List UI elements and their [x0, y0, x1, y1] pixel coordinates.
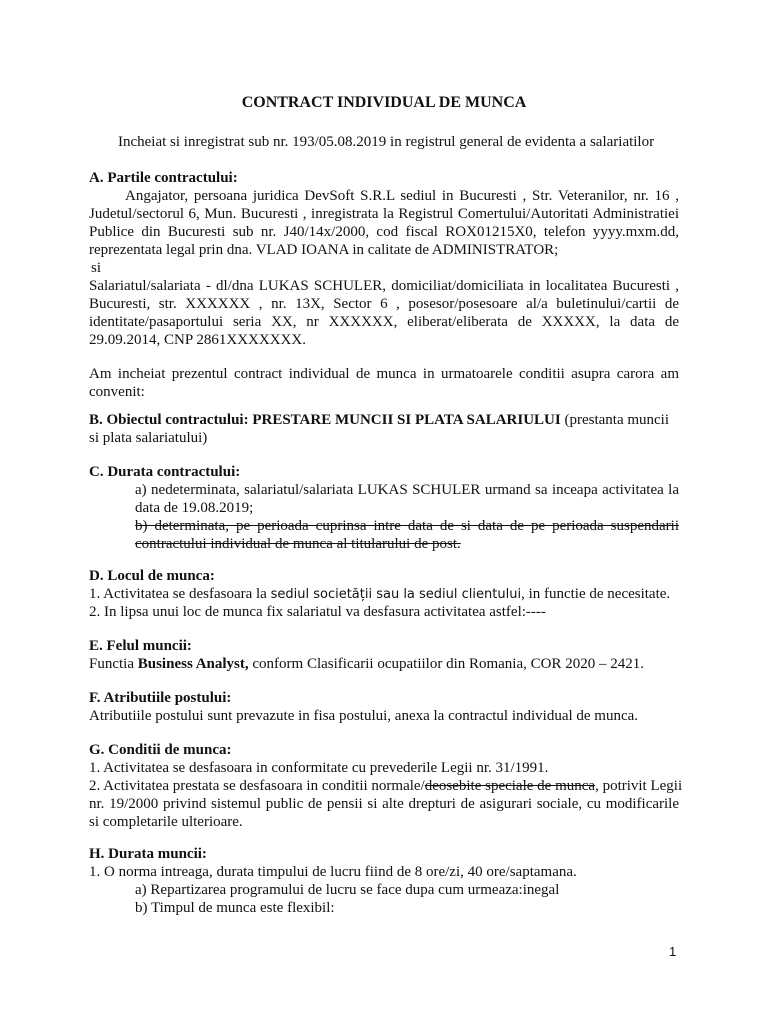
agreement-line: convenit: — [89, 384, 145, 400]
employee-line: Bucuresti, str. XXXXXX , nr. 13X, Sector 6 , posesor/posesoare al/a buletinului/cartii de — [89, 296, 679, 312]
work-hours-item-b: b) Timpul de munca este flexibil: — [135, 900, 335, 916]
duration-item-a-cont: data de 19.08.2019; — [135, 500, 254, 516]
conditions-line-2 — [89, 777, 682, 795]
section-d-heading: D. Locul de munca: — [89, 568, 215, 584]
agreement-line: Am incheiat prezentul contract individual de munca in urmatoarele conditii asupra carora am — [89, 366, 679, 382]
workplace-line-1 — [89, 585, 670, 604]
section-b-note: (prestanta muncii — [564, 412, 670, 428]
job-role: Business Analyst, — [137, 656, 249, 672]
section-b-line — [89, 411, 669, 429]
duties-text: Atributiile postului sunt prevazute in fisa postului, anexa la contractul individual de munca. — [89, 708, 639, 724]
document-title: CONTRACT INDIVIDUAL DE MUNCA — [241, 94, 527, 111]
work-hours-item-a: a) Repartizarea programului de lucru se face dupa cum urmeaza:inegal — [135, 882, 560, 898]
section-g-heading: G. Conditii de munca: — [89, 742, 232, 758]
employer-line: Publice din Bucuresti sub nr. J40/14x/2000, cod fiscal ROX01215X0, telefon yyyy.mxm.dd, — [89, 224, 679, 240]
job-function-post: conform Clasificarii ocupatiilor din Romania, COR 2020 – 2421. — [248, 656, 644, 672]
page-number: 1 — [669, 944, 677, 959]
conjunction-si: si — [91, 260, 102, 276]
workplace-text: 1. Activitatea se desfasoara la — [89, 586, 271, 602]
employee-line: 29.09.2014, CNP 2861XXXXXXX. — [89, 332, 306, 348]
duration-item-b: b) determinata, pe perioada cuprinsa intre data de si data de pe perioada suspendarii — [135, 518, 679, 534]
workplace-text-end: , in functie de necesitate. — [521, 586, 671, 602]
job-function-pre: Functia — [89, 656, 138, 672]
conditions-line-3: nr. 19/2000 privind sistemul public de pensii si alte drepturi de asigurari sociale, cu modificarile — [89, 796, 679, 812]
section-c-heading: C. Durata contractului: — [89, 464, 241, 480]
conditions-struck-text: deosebite speciale de munca — [424, 778, 596, 794]
section-h-heading: H. Durata muncii: — [89, 846, 207, 862]
workplace-location: sediul societății sau la sediul clientului — [270, 587, 522, 602]
employee-line: Salariatul/salariata - dl/dna LUKAS SCHULER, domiciliat/domiciliata in localitatea Bucuresti , — [89, 278, 679, 294]
job-function-line — [89, 655, 644, 673]
employee-line: identitate/pasaportului seria XX, nr XXXXXX, eliberat/eliberata de XXXXX, la data de — [89, 314, 679, 330]
employer-line: Judetul/sectorul 6, Mun. Bucuresti , inregistrata la Registrul Comertului/Autoritati Administratiei — [89, 206, 679, 222]
section-b-note-cont: si plata salariatului) — [89, 430, 208, 446]
registration-line: Incheiat si inregistrat sub nr. 193/05.08.2019 in registrul general de evidenta a salariatilor — [118, 134, 655, 150]
duration-item-a: a) nedeterminata, salariatul/salariata LUKAS SCHULER urmand sa inceapa activitatea la — [135, 482, 679, 498]
section-b-heading: B. Obiectul contractului: PRESTARE MUNCII SI PLATA SALARIULUI — [89, 412, 561, 428]
section-e-heading: E. Felul muncii: — [89, 638, 192, 654]
section-a-heading: A. Partile contractului: — [89, 170, 238, 186]
duration-item-b-cont: contractului individual de munca al titularului de post. — [135, 536, 461, 552]
conditions-text-end: , potrivit Legii — [595, 778, 683, 794]
conditions-line-1: 1. Activitatea se desfasoara in conformitate cu prevederile Legii nr. 31/1991. — [89, 760, 549, 776]
conditions-line-4: si completarile ulterioare. — [89, 814, 243, 830]
workplace-line-2: 2. In lipsa unui loc de munca fix salariatul va desfasura activitatea astfel:---- — [89, 604, 546, 620]
employer-line: Angajator, persoana juridica DevSoft S.R.L sediul in Bucuresti , Str. Veteranilor, nr. 16 , — [125, 188, 679, 204]
employer-line: reprezentata legal prin dna. VLAD IOANA in calitate de ADMINISTRATOR; — [89, 242, 559, 258]
section-f-heading: F. Atributiile postului: — [89, 690, 232, 706]
conditions-text: 2. Activitatea prestata se desfasoara in conditii normale/ — [89, 778, 425, 794]
work-hours-line: 1. O norma intreaga, durata timpului de lucru fiind de 8 ore/zi, 40 ore/saptamana. — [89, 864, 577, 880]
